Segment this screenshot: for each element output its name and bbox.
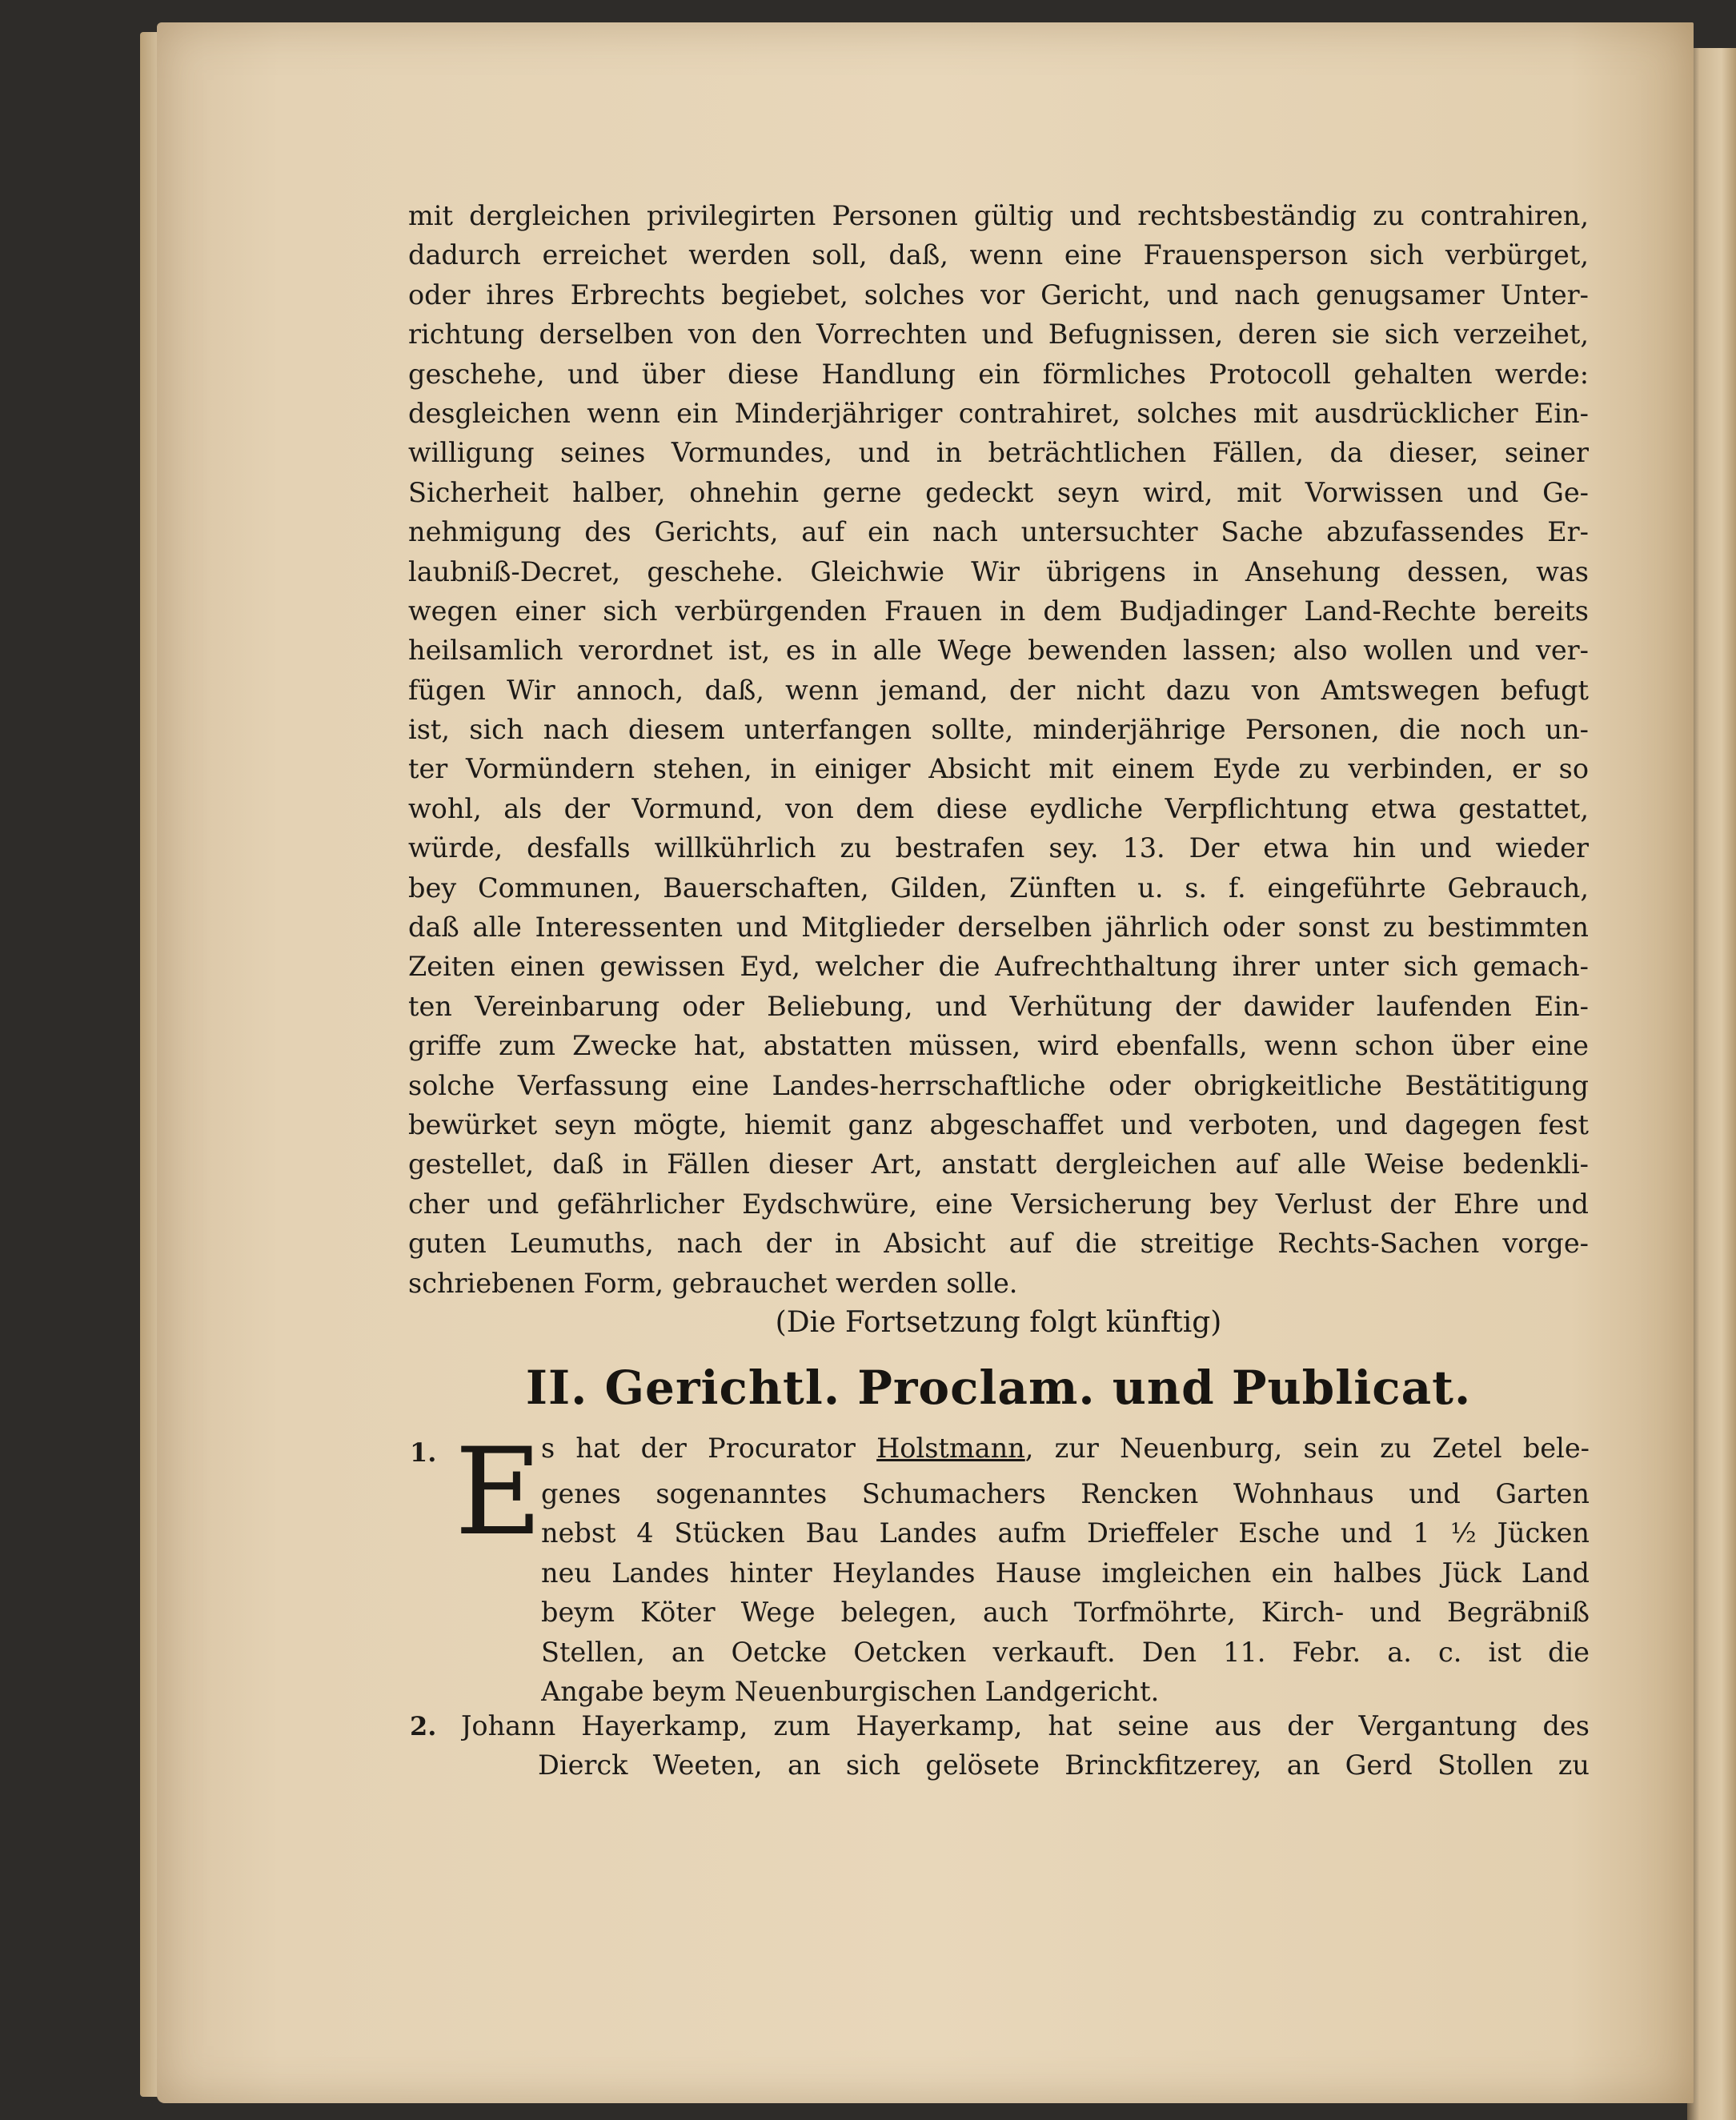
text-line: beym Köter Wege belegen, auch Torfmöhrte, Kirch- und Begräbniß	[541, 1597, 1590, 1629]
text-line: Zeiten einen gewissen Eyd, welcher die Aufrechthaltung ihrer unter sich gemach-	[408, 951, 1589, 983]
text-line: richtung derselben von den Vorrechten und Befugnissen, deren sie sich verzeihet,	[408, 319, 1589, 351]
section-heading: II. Gerichtl. Proclam. und Publicat.	[525, 1361, 1472, 1415]
text-line: griffe zum Zwecke hat, abstatten müssen, wird ebenfalls, wenn schon über eine	[408, 1030, 1589, 1062]
text-line: dadurch erreichet werden soll, daß, wenn eine Frauensperson sich verbürget,	[408, 239, 1589, 271]
entry-body	[461, 1706, 1590, 1785]
text-line: neu Landes hinter Heylandes Hause imgleichen ein halbes Jück Land	[541, 1557, 1590, 1589]
text-line: heilsamlich verordnet ist, es in alle Wege bewenden lassen; also wollen und ver-	[408, 635, 1589, 667]
text-line: laubniß-Decret, geschehe. Gleichwie Wir übrigens in Ansehung dessen, was	[408, 555, 1589, 587]
entry-first-line-end: , zur Neuenburg, sein zu Zetel bele-	[1024, 1433, 1590, 1464]
text-line: solche Verfassung eine Landes-herrschaftliche oder obrigkeitliche Bestätitigung	[408, 1069, 1589, 1101]
text-line: fügen Wir annoch, daß, wenn jemand, der nicht dazu von Amtswegen befugt	[408, 674, 1589, 706]
entry-first-line	[541, 1433, 1590, 1464]
text-line: ter Vormündern stehen, in einiger Absicht mit einem Eyde zu verbinden, er so	[408, 753, 1589, 785]
text-line: guten Leumuths, nach der in Absicht auf die streitige Rechts-Sachen vorge-	[408, 1228, 1589, 1260]
text-line: mit dergleichen privilegirten Personen gültig und rechtsbeständig zu contrahiren,	[408, 200, 1589, 231]
entry-body	[541, 1474, 1590, 1711]
text-line: willigung seines Vormundes, und in beträchtlichen Fällen, da dieser, seiner	[408, 437, 1589, 469]
text-line: Sicherheit halber, ohnehin gerne gedeckt seyn wird, mit Vorwissen und Ge-	[408, 476, 1589, 508]
text-line: cher und gefährlicher Eydschwüre, eine Versicherung bey Verlust der Ehre und	[408, 1188, 1589, 1220]
main-text-block	[408, 196, 1589, 1303]
text-line: gestellet, daß in Fällen dieser Art, anstatt dergleichen auf alle Weise bedenkli-	[408, 1148, 1589, 1180]
text-line: bewürket seyn mögte, hiemit ganz abgeschaffet und verboten, und dagegen fest	[408, 1108, 1589, 1140]
text-line: ten Vereinbarung oder Beliebung, und Verhütung der dawider laufenden Ein-	[408, 990, 1589, 1022]
adjacent-page-edge	[1687, 48, 1736, 2120]
continuation-note: (Die Fortsetzung folgt künftig)	[775, 1306, 1222, 1339]
text-line: wohl, als der Vormund, von dem diese eydliche Verpflichtung etwa gestattet,	[408, 792, 1589, 824]
text-line: würde, desfalls willkührlich zu bestrafen sey. 13. Der etwa hin und wieder	[408, 832, 1589, 864]
text-line-last: Angabe beym Neuenburgischen Landgericht.	[541, 1675, 1160, 1707]
text-line: ist, sich nach diesem unterfangen sollte, minderjährige Personen, die noch un-	[408, 714, 1589, 746]
text-line: nehmigung des Gerichts, auf ein nach untersuchter Sache abzufassendes Er-	[408, 516, 1589, 548]
drop-cap: E	[455, 1423, 543, 1562]
text-line: wegen einer sich verbürgenden Frauen in dem Budjadinger Land-Rechte bereits	[408, 595, 1589, 627]
entry-number: 1.	[410, 1437, 437, 1468]
text-line: Dierck Weeten, an sich gelösete Brinckfitzerey, an Gerd Stollen zu	[538, 1749, 1590, 1781]
text-line: bey Communen, Bauerschaften, Gilden, Zünften u. s. f. eingeführte Gebrauch,	[408, 872, 1589, 904]
text-line: Johann Hayerkamp, zum Hayerkamp, hat seine aus der Vergantung des	[461, 1710, 1590, 1741]
text-line: Stellen, an Oetcke Oetcken verkauft. Den 11. Febr. a. c. ist die	[541, 1636, 1590, 1668]
entry-first-line-start: s hat der Procurator	[541, 1433, 877, 1464]
text-line: daß alle Interessenten und Mitglieder derselben jährlich oder sonst zu bestimmten	[408, 912, 1589, 944]
text-line: oder ihres Erbrechts begiebet, solches vor Gericht, und nach genugsamer Unter-	[408, 279, 1589, 311]
text-line: geschehe, und über diese Handlung ein förmliches Protocoll gehalten werde:	[408, 358, 1589, 390]
entry-number: 2.	[410, 1711, 437, 1741]
text-line: genes sogenanntes Schumachers Rencken Wohnhaus und Garten	[541, 1478, 1590, 1509]
text-line: desgleichen wenn ein Minderjähriger contrahiret, solches mit ausdrücklicher Ein-	[408, 397, 1589, 429]
underlined-name: Holstmann	[876, 1433, 1025, 1464]
text-line: nebst 4 Stücken Bau Landes aufm Drieffeler Esche und 1 ½ Jücken	[541, 1517, 1590, 1549]
text-line-last: schriebenen Form, gebrauchet werden solle.	[408, 1267, 1018, 1299]
